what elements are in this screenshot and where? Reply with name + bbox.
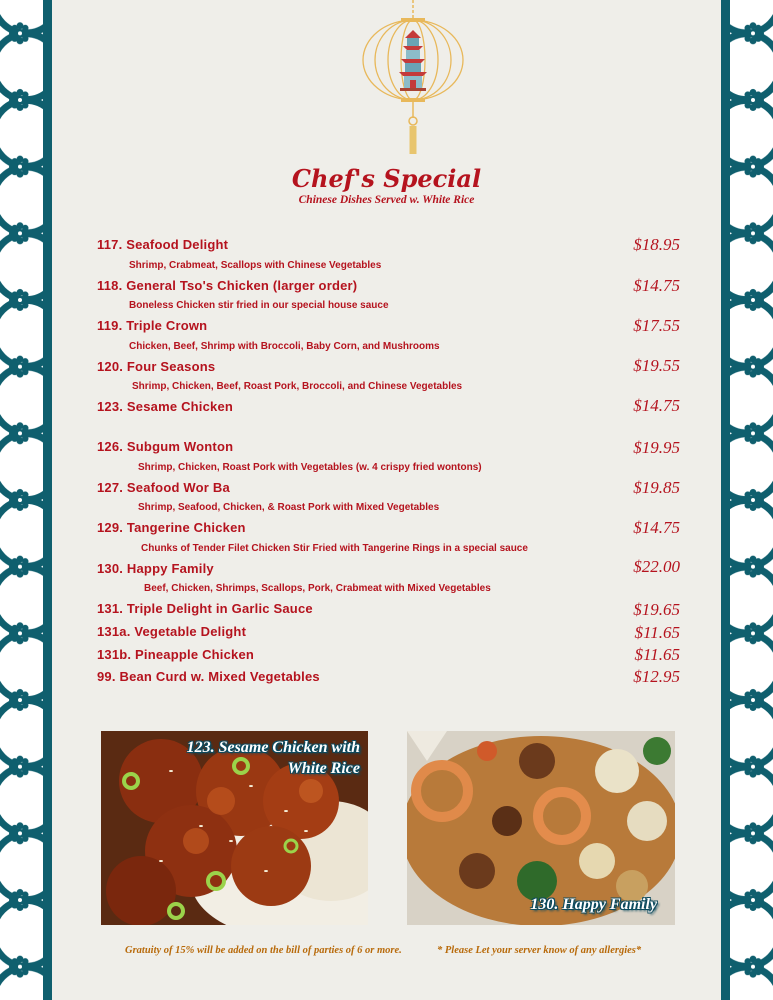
item-price: $11.65 — [634, 623, 680, 642]
pagoda-lantern-icon — [360, 0, 466, 160]
item-name: 129. Tangerine Chicken — [97, 520, 246, 535]
sesame-chicken-caption — [187, 737, 360, 779]
item-name: 119. Triple Crown — [97, 318, 208, 333]
item-name: 117. Seafood Delight — [97, 237, 229, 252]
item-description: Shrimp, Chicken, Beef, Roast Pork, Broccoli, and Chinese Vegetables — [132, 381, 463, 392]
item-price: $19.95 — [633, 438, 680, 457]
item-name: 131b. Pineapple Chicken — [97, 647, 255, 662]
item-name: 123. Sesame Chicken — [97, 399, 234, 414]
item-name: 131a. Vegetable Delight — [97, 624, 247, 639]
item-price: $19.65 — [633, 600, 680, 619]
gratuity-note: Gratuity of 15% will be added on the bill of parties of 6 or more. — [125, 945, 402, 956]
page-subtitle: Chinese Dishes Served w. White Rice — [298, 194, 475, 206]
right-decorative-border — [721, 0, 773, 1000]
item-price: $14.75 — [633, 276, 680, 295]
caption-line: White Rice — [287, 760, 360, 777]
item-description: Chunks of Tender Filet Chicken Stir Fried with Tangerine Rings in a special sauce — [141, 543, 528, 554]
item-price: $18.95 — [633, 235, 680, 254]
item-description: Shrimp, Chicken, Roast Pork with Vegetables (w. 4 crispy fried wontons) — [138, 462, 482, 473]
happy-family-caption: 130. Happy Family — [530, 896, 657, 913]
item-price: $12.95 — [633, 667, 680, 686]
caption-line: 123. Sesame Chicken with — [186, 739, 360, 756]
happy-family-photo — [407, 731, 675, 925]
left-decorative-border — [0, 0, 52, 1000]
item-description: Boneless Chicken stir fried in our special house sauce — [129, 300, 389, 311]
item-price: $22.00 — [633, 557, 680, 576]
item-name: 120. Four Seasons — [97, 359, 216, 374]
item-name: 118. General Tso's Chicken (larger order) — [97, 278, 358, 293]
item-price: $14.75 — [633, 518, 680, 537]
sesame-chicken-photo — [101, 731, 368, 925]
page-title: Chef's Special — [291, 164, 482, 193]
allergy-note: * Please Let your server know of any allergies* — [437, 945, 642, 956]
item-price: $17.55 — [633, 316, 680, 335]
item-name: 130. Happy Family — [97, 561, 214, 576]
item-name: 126. Subgum Wonton — [97, 439, 234, 454]
item-price: $19.55 — [633, 356, 680, 375]
item-price: $19.85 — [633, 478, 680, 497]
item-description: Beef, Chicken, Shrimps, Scallops, Pork, Crabmeat with Mixed Vegetables — [144, 583, 491, 594]
item-name: 127. Seafood Wor Ba — [97, 480, 230, 495]
item-price: $11.65 — [634, 645, 680, 664]
item-description: Shrimp, Crabmeat, Scallops with Chinese Vegetables — [129, 260, 382, 271]
item-name: 131. Triple Delight in Garlic Sauce — [97, 601, 313, 616]
item-description: Shrimp, Seafood, Chicken, & Roast Pork with Mixed Vegetables — [138, 502, 440, 513]
item-name: 99. Bean Curd w. Mixed Vegetables — [97, 669, 320, 684]
item-price: $14.75 — [633, 396, 680, 415]
item-description: Chicken, Beef, Shrimp with Broccoli, Baby Corn, and Mushrooms — [129, 341, 440, 352]
